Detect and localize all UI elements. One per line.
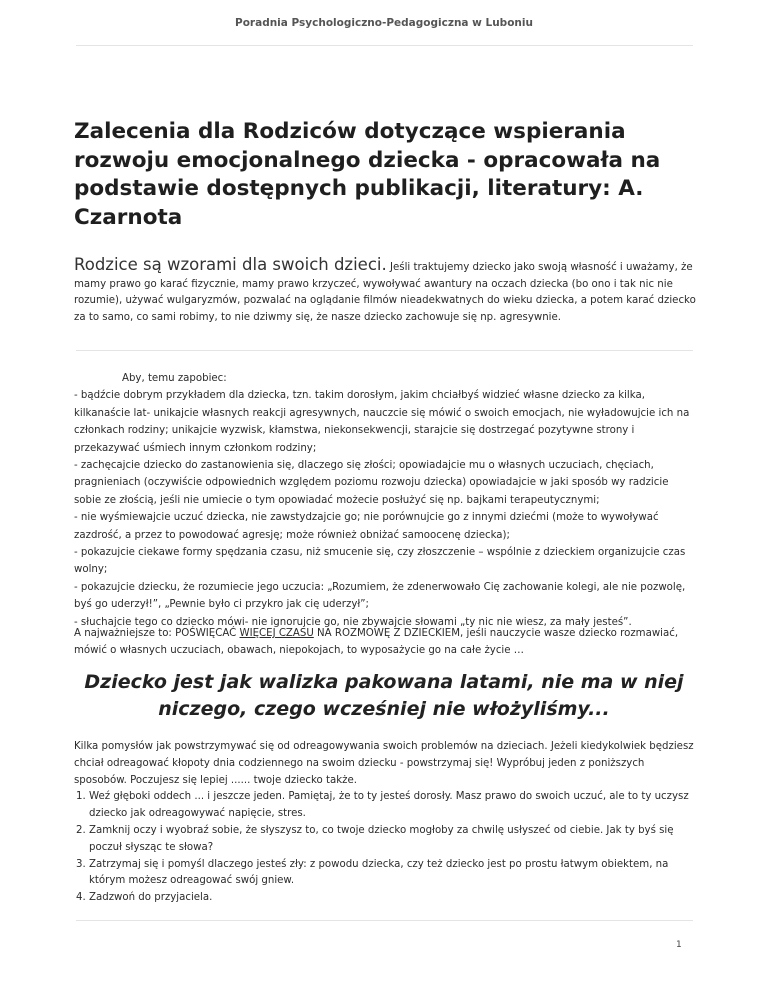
important-underlined: WIĘCEJ CZASU [239,628,314,639]
footer-divider [76,920,693,921]
prevention-item: - pokazujcie ciekawe formy spędzania czasu, niż smucenie się, czy złoszczenie – wspólnie z dzieckiem organizujcie czas wolny; [74,547,686,576]
tip-item: 2. Zamknij oczy i wyobraź sobie, że słyszysz to, co twoje dziecko mogłoby za chwilę usłyszeć od ciebie. Jak ty byś się poczuł słysząc te słowa? [89,823,696,857]
tips-intro: Kilka pomysłów jak powstrzymywać się od odreagowywania swoich problemów na dzieciach. Jeżeli kiedykolwiek będziesz chciał odreagować kłopoty dnia codziennego na swoim dziecku - powstrzymaj się! Wypróbuj jeden z poniższych sposobów. Poczujesz się lepiej ...... twoje dziecko także. [74,741,694,786]
document-title: Zalecenia dla Rodziców dotyczące wspierania rozwoju emocjonalnego dziecka - opracowała na podstawie dostępnych publikacji, literatury: A. Czarnota [74,119,661,230]
prevention-item: - słuchajcie tego co dziecko mówi- nie ignorujcie go, nie zbywajcie słowami „ty nic nie wiesz, za mały jesteś”. [74,616,632,628]
prevention-item: - bądźcie dobrym przykładem dla dziecka, tzn. takim dorosłym, jakim chciałbyś widzieć własne dziecko za kilka, kilkanaście lat- unikajcie własnych reakcji agresywnych, nauczcie się mówić o swoich emocjach, nie wyładowujcie ich na członkach rodziny; unikajcie wyzwisk, kłamstwa, niekonsekwencji, starajcie się dostrzegać pozytywne strony i przekazywać uśmiech innym członkom rodziny; [74,390,690,454]
intro-lead: Rodzice są wzorami dla swoich dzieci. [74,255,387,274]
tips-list [74,789,696,907]
tips-section [74,739,696,907]
prevention-item: - pokazujcie dziecku, że rozumiecie jego uczucia: „Rozumiem, że zdenerwowało Cię zachowanie kolegi, ale nie pozwolę, byś go uderzył!”, „Pewnie było ci przykro jak cię uderzył”; [74,581,686,611]
page-header: Poradnia Psychologiczno-Pedagogiczna w Luboniu [235,17,533,29]
prevention-item: - nie wyśmiewajcie uczuć dziecka, nie zawstydzajcie go; nie porównujcie go z innymi dziećmi (może to wywoływać zazdrość, a przez to powodować agresję; może również obniżać samoocenę dziecka); [74,512,659,541]
important-suffix: NA ROZMOWĘ Z DZIECKIEM, jeśli nauczycie wasze dziecko rozmawiać, mówić o własnych uczuciach, obawach, niepokojach, to wyposażycie go na całe życie … [74,628,679,657]
tip-item: 3. Zatrzymaj się i pomyśl dlaczego jesteś zły: z powodu dziecka, czy też dziecko jest po prostu łatwym obiektem, na którym możesz odreagować swój gniew. [89,857,696,891]
tip-item: 4. Zadzwoń do przyjaciela. [89,890,696,907]
header-divider [76,45,693,46]
intro-text: Jeśli traktujemy dziecko jako swoją własność i uważamy, że mamy prawo go karać fizycznie, mamy prawo krzyczeć, wywoływać awantury na oczach dziecka (bo ono i tak nic nie rozumie), używać wulgaryzmów, pozwalać na oglądanie filmów nieadekwatnych do wieku dziecka, a potem karać dziecko za to samo, co sami robimy, to nie dziwmy się, że nasze dziecko zachowuje się np. agresywnie. [74,262,696,323]
important-paragraph [74,625,696,660]
quote-heading: Dziecko jest jak walizka pakowana latami, nie ma w niej niczego, czego wcześniej nie włożyliśmy... [84,671,684,720]
prevention-item: - zachęcajcie dziecko do zastanowienia się, dlaczego się złości; opowiadajcie mu o własnych uczuciach, chęciach, pragnieniach (oczywiście odpowiednich względem poziomu rozwoju dziecka) opowiadajcie w jaki sposób wy radzicie sobie ze złością, jeśli nie umiecie o tym opowiadać możecie posłużyć się np. bajkami terapeutycznymi; [74,460,669,506]
prevention-heading: Aby, temu zapobiec: [122,373,227,384]
intro-paragraph [74,257,696,326]
prevention-section [74,370,696,631]
tip-item: 1. Weź głęboki oddech ... i jeszcze jeden. Pamiętaj, że to ty jesteś dorosły. Masz prawo do swoich uczuć, ale to ty uczysz dziecko jak odreagowywać napięcie, stres. [89,789,696,823]
important-prefix: A najważniejsze to: POŚWIĘCAĆ [74,628,240,639]
page-number: 1 [676,940,682,950]
section-divider [76,350,693,351]
